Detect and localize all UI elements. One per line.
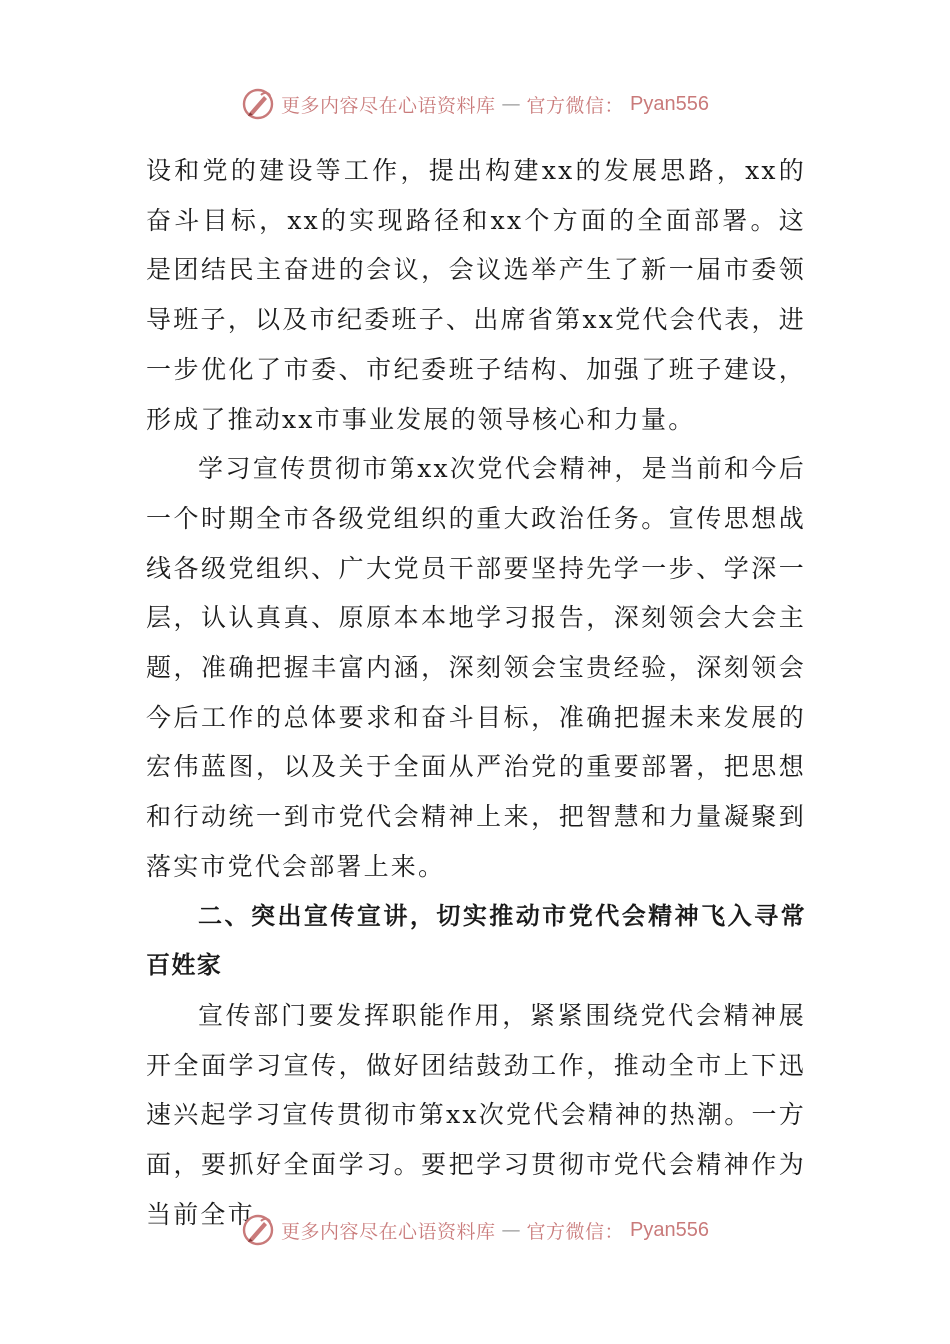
pen-logo-icon: [241, 87, 275, 121]
paragraph-continued: 设和党的建设等工作，提出构建xx的发展思路，xx的奋斗目标，xx的实现路径和xx个方面的全面部署。这是团结民主奋进的会议，会议选举产生了新一届市委领导班子，以及市纪委班子、出席省第xx党代会代表，进一步优化了市委、市纪委班子结构、加强了班子建设，形成了推动xx市事业发展的领导核心和力量。: [146, 156, 806, 434]
watermark-site-text: 更多内容尽在心语资料库: [281, 94, 496, 117]
watermark-separator: —: [501, 1219, 521, 1241]
paragraph-study-spirit: 学习宣传贯彻市第xx次党代会精神，是当前和今后一个时期全市各级党组织的重大政治任务。宣传思想战线各级党组织、广大党员干部要坚持先学一步、学深一层，认认真真、原原本本地学习报告，深刻领会大会主题，准确把握丰富内涵，深刻领会宝贵经验，深刻领会今后工作的总体要求和奋斗目标，准确把握未来发展的宏伟蓝图，以及关于全面从严治党的重要部署，把思想和行动统一到市党代会精神上来，把智慧和力量凝聚到落实市党代会部署上来。: [146, 454, 806, 881]
watermark-site-text: 更多内容尽在心语资料库: [281, 1220, 496, 1243]
watermark-contact-label: 官方微信：: [526, 94, 625, 117]
watermark-footer: [0, 1210, 950, 1250]
paragraph-publicity: 宣传部门要发挥职能作用，紧紧围绕党代会精神展开全面学习宣传，做好团结鼓劲工作，推动全市上下迅速兴起学习宣传贯彻市第xx次党代会精神的热潮。一方面，要抓好全面学习。要把学习贯彻市党代会精神作为当前全市: [146, 1000, 806, 1229]
watermark-header: [0, 84, 950, 124]
pen-logo-icon: [241, 1213, 275, 1247]
section-heading-2: 二、突出宣传宣讲，切实推动市党代会精神飞入寻常百姓家: [146, 901, 806, 980]
watermark-separator: —: [501, 93, 521, 115]
document-body: [146, 146, 806, 1239]
watermark-contact-id: Pyan556: [630, 92, 709, 115]
watermark-contact-id: Pyan556: [630, 1218, 709, 1241]
watermark-contact-label: 官方微信：: [526, 1220, 625, 1243]
